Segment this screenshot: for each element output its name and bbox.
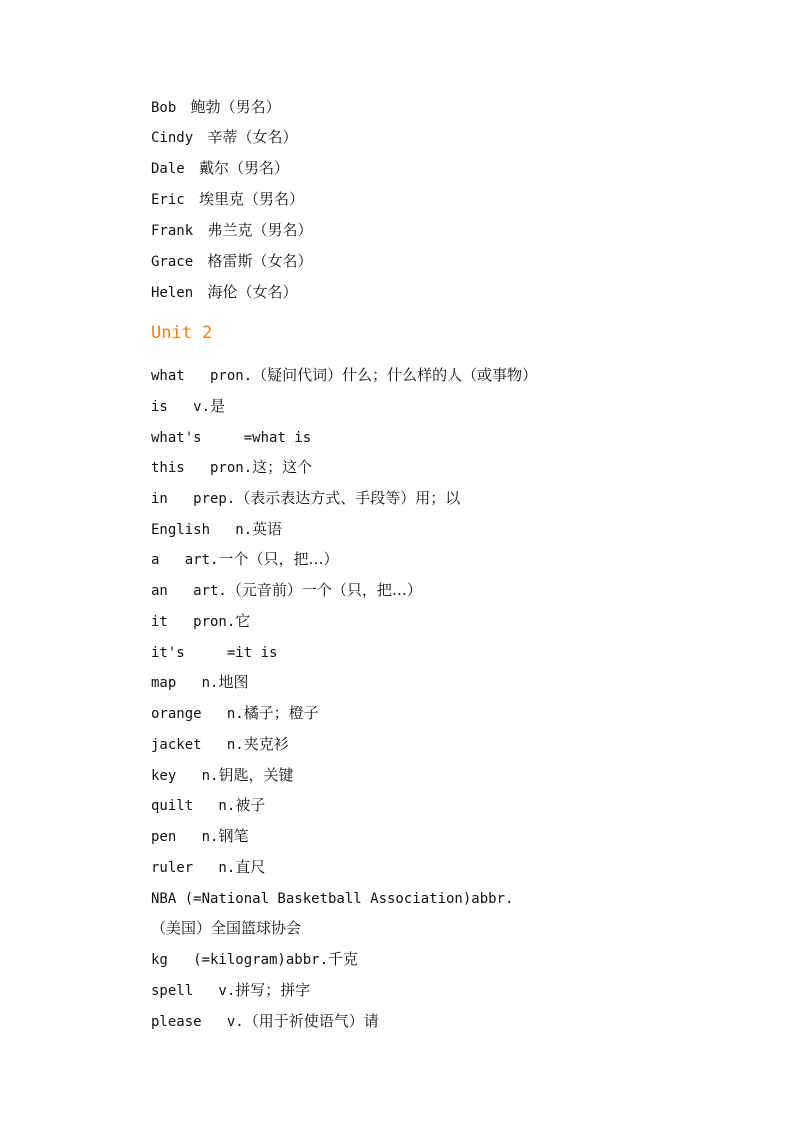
name-entry xyxy=(151,158,289,179)
name-english: Frank xyxy=(151,223,194,239)
name-entry xyxy=(151,251,312,272)
vocab-english: spell v. xyxy=(151,983,236,999)
name-entry xyxy=(151,220,312,241)
name-english: Grace xyxy=(151,254,194,270)
name-english: Helen xyxy=(151,285,194,301)
vocab-entry xyxy=(151,703,319,724)
vocab-chinese: 英语 xyxy=(252,520,283,538)
vocab-chinese: （疑问代词）什么；什么样的人（或事物） xyxy=(252,366,538,384)
vocab-english: key n. xyxy=(151,768,219,784)
vocab-chinese: 这；这个 xyxy=(252,458,313,476)
name-english: Dale xyxy=(151,161,185,177)
vocab-entry xyxy=(151,642,277,663)
vocab-english: quilt n. xyxy=(151,798,236,814)
vocab-english: jacket n. xyxy=(151,737,244,753)
vocab-english: orange n. xyxy=(151,706,244,722)
vocab-chinese: （用于祈使语气）请 xyxy=(243,1012,379,1030)
vocab-english: is v. xyxy=(151,399,211,415)
vocab-entry xyxy=(151,765,293,786)
vocab-chinese: 被子 xyxy=(235,796,266,814)
vocab-chinese: 千克 xyxy=(328,950,359,968)
vocab-entry xyxy=(151,826,248,847)
vocab-english: ruler n. xyxy=(151,860,236,876)
vocab-english: NBA (=National Basketball Association)abbr. xyxy=(151,891,514,907)
name-entry xyxy=(151,189,304,210)
vocab-english: what's =what is xyxy=(151,430,312,446)
name-entry xyxy=(151,127,297,148)
vocab-english: a art. xyxy=(151,552,219,568)
vocab-english: it's =it is xyxy=(151,645,278,661)
name-chinese: 格雷斯（女名） xyxy=(207,252,313,270)
name-chinese: 辛蒂（女名） xyxy=(207,128,298,146)
vocab-english: kg (=kilogram)abbr. xyxy=(151,952,329,968)
vocab-chinese: （表示表达方式、手段等）用；以 xyxy=(235,489,461,507)
vocab-entry xyxy=(151,580,422,601)
vocab-chinese: 它 xyxy=(235,612,251,630)
vocab-english: English n. xyxy=(151,522,253,538)
vocab-entry xyxy=(151,427,311,448)
vocab-entry xyxy=(151,672,248,693)
vocab-english: map n. xyxy=(151,675,219,691)
vocab-entry xyxy=(151,980,310,1001)
vocab-entry xyxy=(151,857,265,878)
vocab-entry xyxy=(151,549,338,570)
name-english: Bob xyxy=(151,100,177,116)
vocab-entry xyxy=(151,1011,379,1032)
vocab-english: please v. xyxy=(151,1014,244,1030)
vocab-chinese: 地图 xyxy=(218,673,249,691)
vocab-entry xyxy=(151,488,460,509)
vocab-chinese: 是 xyxy=(210,397,226,415)
vocab-english: this pron. xyxy=(151,460,253,476)
vocab-english: what pron. xyxy=(151,368,253,384)
name-chinese: 海伦（女名） xyxy=(207,283,298,301)
vocab-chinese: 一个（只，把…） xyxy=(218,550,339,568)
vocab-chinese: 钥匙，关键 xyxy=(218,766,294,784)
name-english: Eric xyxy=(151,192,185,208)
vocab-chinese: 钢笔 xyxy=(218,827,249,845)
vocab-english: in prep. xyxy=(151,491,236,507)
vocab-entry xyxy=(151,519,282,540)
vocab-chinese: （美国）全国篮球协会 xyxy=(151,919,302,937)
name-chinese: 弗兰克（男名） xyxy=(207,221,313,239)
vocab-entry xyxy=(151,365,537,386)
vocab-chinese: 拼写；拼字 xyxy=(235,981,311,999)
name-chinese: 埃里克（男名） xyxy=(199,190,305,208)
vocab-english: an art. xyxy=(151,583,227,599)
vocab-chinese: （元音前）一个（只，把…） xyxy=(226,581,422,599)
vocab-entry xyxy=(151,396,225,417)
vocab-entry xyxy=(151,734,289,755)
vocab-entry xyxy=(151,949,358,970)
unit-heading: Unit 2 xyxy=(151,323,213,343)
vocab-entry xyxy=(151,611,250,632)
name-english: Cindy xyxy=(151,130,194,146)
vocab-chinese: 直尺 xyxy=(235,858,266,876)
vocab-english: pen n. xyxy=(151,829,219,845)
vocab-chinese: 橘子；橙子 xyxy=(243,704,319,722)
name-entry xyxy=(151,97,281,118)
vocab-entry xyxy=(151,918,301,939)
name-chinese: 鲍勃（男名） xyxy=(190,98,281,116)
vocab-chinese: 夹克衫 xyxy=(243,735,289,753)
name-entry xyxy=(151,282,297,303)
vocab-entry xyxy=(151,457,312,478)
name-chinese: 戴尔（男名） xyxy=(199,159,290,177)
vocab-english: it pron. xyxy=(151,614,236,630)
vocab-entry xyxy=(151,888,513,909)
vocab-entry xyxy=(151,795,265,816)
